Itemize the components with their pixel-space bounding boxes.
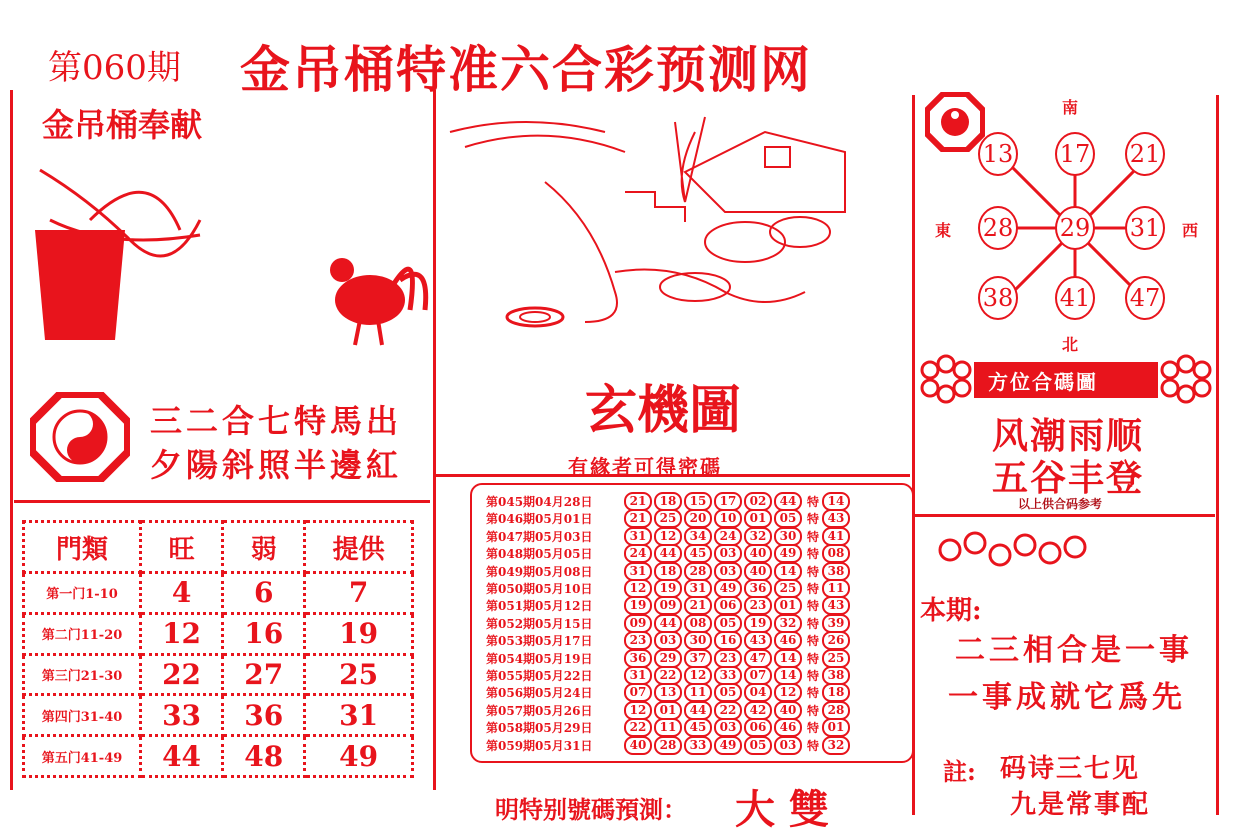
slogan-line-2: 五谷丰登 [992,457,1145,499]
history-number: 34 [684,527,712,546]
history-number: 24 [714,527,742,546]
header-cell: 提供 [305,522,413,573]
rooster-icon [330,258,426,345]
special-number: 38 [822,562,850,581]
special-label: 特 [807,599,820,614]
poem-line-2: 夕陽斜照半邊紅 [150,446,403,484]
cell: 19 [305,613,413,654]
row-label: 第一门1-10 [24,573,141,614]
history-row [486,632,852,649]
history-number: 05 [714,683,742,702]
ring-number: 47 [1125,276,1165,320]
history-number: 18 [654,562,682,581]
left-heading: 金吊桶奉献 [42,106,203,144]
history-number: 42 [744,701,772,720]
history-number: 08 [684,614,712,633]
special-number: 26 [822,631,850,650]
ring-number: 13 [978,132,1018,176]
prediction-value: 大 雙 [735,786,829,833]
special-label: 特 [807,686,820,701]
history-period: 第048期05月05日 [486,547,593,562]
history-number: 31 [624,527,652,546]
this-poem-line-1: 二三相合是一事 [955,633,1193,668]
history-number: 12 [624,579,652,598]
history-number: 12 [654,527,682,546]
history-number: 14 [774,666,802,685]
history-row [486,615,852,632]
history-number: 07 [624,683,652,702]
ring-number: 29 [1055,206,1095,250]
cell: 7 [305,573,413,614]
cell: 25 [305,654,413,695]
history-number: 40 [744,544,772,563]
history-number: 06 [744,718,772,737]
history-number: 30 [684,631,712,650]
cell: 44 [141,736,223,777]
history-number: 46 [774,718,802,737]
reference-note: 以上供合码参考 [1018,497,1103,511]
history-period: 第053期05月17日 [486,634,593,649]
history-table [470,483,914,763]
history-number: 14 [774,649,802,668]
history-number: 49 [714,579,742,598]
cell: 6 [223,573,305,614]
history-period: 第051期05月12日 [486,599,593,614]
table-row [24,573,413,614]
history-number: 36 [624,649,652,668]
history-period: 第056期05月24日 [486,686,593,701]
history-number: 21 [624,509,652,528]
history-number: 19 [744,614,772,633]
cell: 12 [141,613,223,654]
special-number: 43 [822,509,850,528]
history-number: 05 [774,509,802,528]
history-number: 18 [654,492,682,511]
table-row [24,695,413,736]
history-period: 第047期05月03日 [486,529,593,544]
history-number: 33 [684,736,712,755]
divider-left [433,90,436,790]
special-number: 28 [822,701,850,720]
history-number: 03 [714,718,742,737]
special-number: 32 [822,736,850,755]
history-number: 03 [774,736,802,755]
ring-number: 38 [978,276,1018,320]
this-poem-line-2: 一事成就它爲先 [948,680,1186,715]
history-number: 01 [774,596,802,615]
cell: 36 [223,695,305,736]
cell: 49 [305,736,413,777]
history-number: 25 [774,579,802,598]
special-label: 特 [807,616,820,631]
history-number: 31 [684,579,712,598]
history-number: 45 [684,544,712,563]
history-row [486,510,852,527]
history-period: 第045期04月28日 [486,495,593,509]
history-number: 44 [774,492,802,511]
note-line-1: 码诗三七见 [1000,754,1141,784]
history-number: 23 [624,631,652,650]
banner-label: 方位合碼圖 [988,370,1098,394]
history-number: 21 [624,492,652,511]
history-number: 10 [714,509,742,528]
history-number: 02 [744,492,772,511]
history-number: 16 [714,631,742,650]
history-number: 44 [654,614,682,633]
special-number: 18 [822,683,850,702]
history-period: 第058期05月29日 [486,721,593,736]
history-period: 第057期05月26日 [486,703,593,718]
page-title: 金吊桶特准六合彩预测网 [240,40,812,99]
history-row [486,597,852,614]
special-number: 43 [822,596,850,615]
row-label: 第三门21-30 [24,654,141,695]
table-header-row [24,522,413,573]
history-number: 20 [684,509,712,528]
history-number: 44 [654,544,682,563]
cell: 27 [223,654,305,695]
history-number: 30 [774,527,802,546]
special-label: 特 [807,669,820,683]
history-row [486,650,852,667]
history-row [486,684,852,701]
special-label: 特 [807,634,820,649]
special-label: 特 [807,495,820,509]
note-label: 註: [943,757,976,786]
this-issue-label: 本期: [920,596,982,626]
history-number: 32 [744,527,772,546]
history-number: 24 [624,544,652,563]
history-number: 09 [624,614,652,633]
history-number: 01 [654,701,682,720]
special-number: 39 [822,614,850,633]
history-row [486,667,852,684]
history-row [486,719,852,736]
right-sep [915,514,1215,517]
history-number: 03 [714,544,742,563]
history-number: 49 [714,736,742,755]
ring-number: 17 [1055,132,1095,176]
slogan-line-1: 风潮雨顺 [992,415,1145,457]
header-cell: 旺 [141,522,223,573]
dir-north: 北 [1062,335,1079,354]
cell: 31 [305,695,413,736]
special-label: 特 [807,651,820,666]
history-number: 17 [714,492,742,511]
dir-south: 南 [1062,98,1079,117]
frame-left [10,90,13,790]
history-number: 04 [744,683,772,702]
history-number: 29 [654,649,682,668]
ring-number: 28 [978,206,1018,250]
special-label: 特 [807,582,820,596]
history-period: 第049期05月08日 [486,564,593,579]
table-row [24,736,413,777]
history-row [486,737,852,754]
history-number: 40 [774,701,802,720]
vase-rooster-illustration [30,160,430,350]
history-number: 31 [624,666,652,685]
history-number: 31 [624,562,652,581]
history-number: 22 [654,666,682,685]
history-period: 第059期05月31日 [486,738,593,753]
history-row [486,493,852,510]
history-number: 40 [744,562,772,581]
center-subtitle: 有緣者可得密碼 [568,455,722,479]
special-number: 41 [822,527,850,546]
ring-number: 41 [1055,276,1095,320]
dir-east: 東 [935,221,952,240]
history-row [486,702,852,719]
table-row [24,613,413,654]
ring-number: 31 [1125,206,1165,250]
issue-number: 第060期 [48,48,181,88]
history-number: 05 [714,614,742,633]
row-label: 第四门31-40 [24,695,141,736]
history-row [486,563,852,580]
dir-west: 西 [1182,221,1199,240]
note-line-2: 九是常事配 [1010,790,1151,820]
history-period: 第052期05月15日 [486,616,593,631]
history-number: 19 [654,579,682,598]
history-number: 13 [654,683,682,702]
history-period: 第046期05月01日 [486,512,593,527]
history-number: 15 [684,492,712,511]
cell: 22 [141,654,223,695]
history-number: 22 [624,718,652,737]
history-number: 49 [774,544,802,563]
history-number: 03 [654,631,682,650]
vase-icon [35,230,125,340]
history-number: 11 [684,683,712,702]
mystery-drawing [445,92,905,362]
history-number: 43 [744,631,772,650]
left-sep [14,500,430,503]
history-number: 25 [654,509,682,528]
history-number: 28 [654,736,682,755]
special-label: 特 [807,564,820,579]
special-number: 01 [822,718,850,737]
rock-icon [705,222,785,262]
history-number: 21 [684,596,712,615]
special-label: 特 [807,703,820,718]
history-number: 45 [684,718,712,737]
special-number: 11 [822,579,850,598]
history-number: 01 [744,509,772,528]
decorative-badge [935,525,1095,575]
special-number: 25 [822,649,850,668]
history-number: 40 [624,736,652,755]
history-number: 44 [684,701,712,720]
history-number: 12 [624,701,652,720]
cell: 4 [141,573,223,614]
special-number: 08 [822,544,850,563]
header-cell: 弱 [223,522,305,573]
history-number: 46 [774,631,802,650]
prediction-label: 明特别號碼預測： [495,795,687,824]
special-label: 特 [807,512,820,527]
history-period: 第054期05月19日 [486,651,593,666]
special-label: 特 [807,547,820,562]
poem-line-1: 三二合七特馬出 [150,402,403,440]
history-number: 23 [744,596,772,615]
history-number: 12 [774,683,802,702]
history-number: 12 [684,666,712,685]
history-row [486,528,852,545]
center-title: 玄機圖 [585,380,742,441]
cell: 33 [141,695,223,736]
cell: 16 [223,613,305,654]
history-number: 22 [714,701,742,720]
history-number: 09 [654,596,682,615]
ring-number: 21 [1125,132,1165,176]
row-label: 第五门41-49 [24,736,141,777]
special-label: 特 [807,721,820,736]
special-label: 特 [807,529,820,544]
plant-icon [675,117,705,202]
bagua-icon [30,392,130,482]
history-period: 第055期05月22日 [486,669,593,683]
history-number: 47 [744,649,772,668]
cell: 48 [223,736,305,777]
special-label: 特 [807,738,820,753]
history-row [486,545,852,562]
history-period: 第050期05月10日 [486,582,593,596]
history-number: 19 [624,596,652,615]
history-row [486,580,852,597]
table-row [24,654,413,695]
house-icon [685,132,845,212]
row-label: 第二门11-20 [24,613,141,654]
door-table [22,520,414,778]
history-number: 36 [744,579,772,598]
special-number: 14 [822,492,850,511]
history-number: 03 [714,562,742,581]
history-number: 33 [714,666,742,685]
history-number: 37 [684,649,712,668]
history-number: 11 [654,718,682,737]
history-number: 06 [714,596,742,615]
history-number: 23 [714,649,742,668]
history-number: 07 [744,666,772,685]
special-number: 38 [822,666,850,685]
history-number: 05 [744,736,772,755]
history-number: 28 [684,562,712,581]
header-cell: 門類 [24,522,141,573]
history-number: 14 [774,562,802,581]
frame-right [1216,95,1219,815]
history-number: 32 [774,614,802,633]
